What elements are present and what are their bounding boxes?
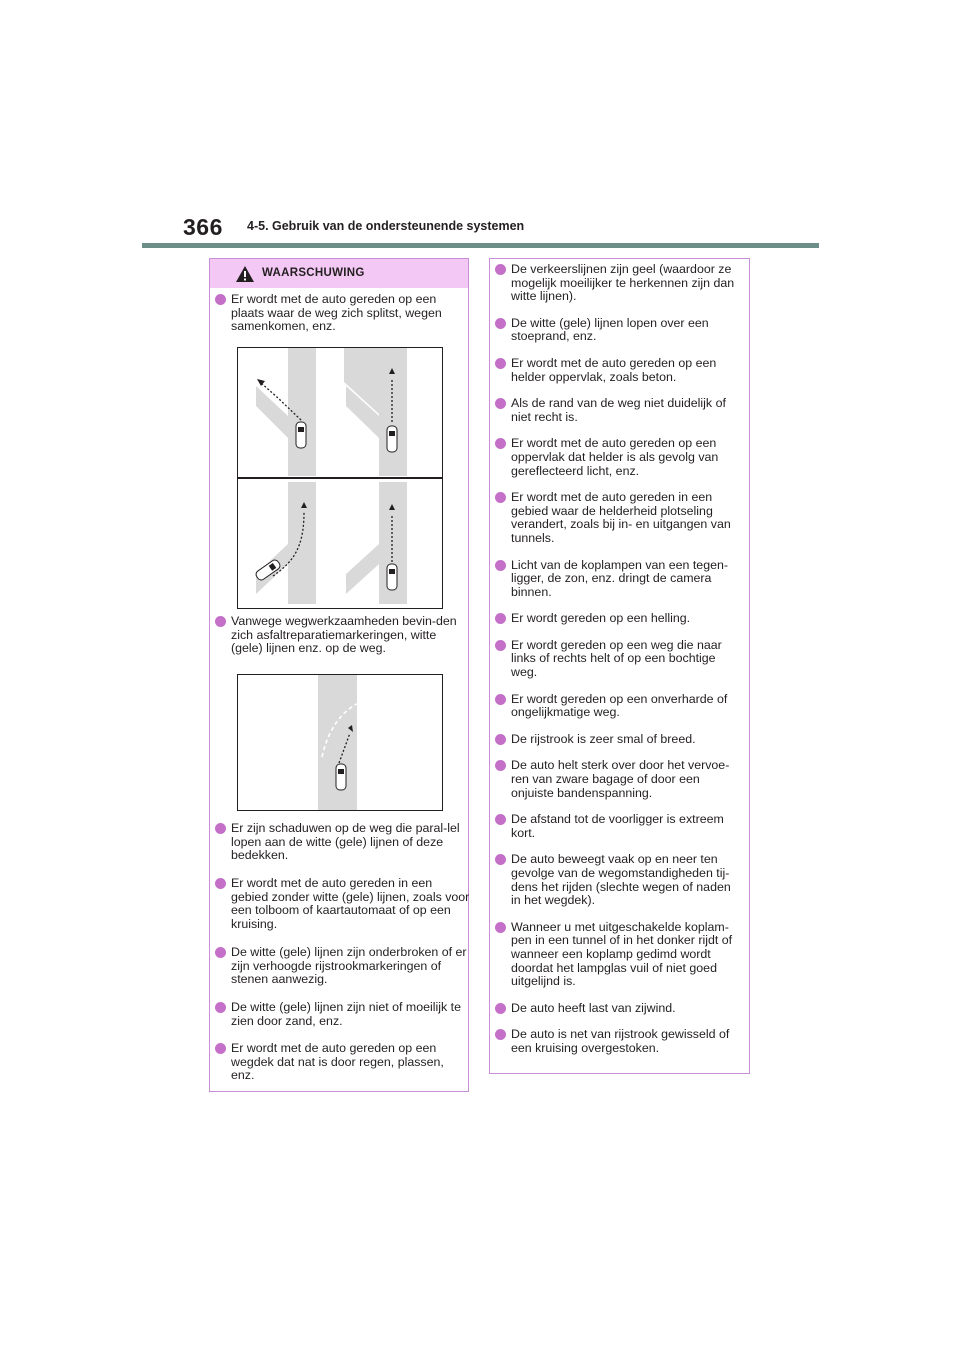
warning-item: De witte (gele) lijnen zijn niet of moeilijk te zien door zand, enz. — [213, 1001, 471, 1028]
bullet-icon — [215, 947, 226, 958]
condition-item: De witte (gele) lijnen lopen over een stoeprand, enz. — [493, 317, 741, 344]
conditions-box — [489, 258, 750, 1074]
condition-item: De auto is net van rijstrook gewisseld of een kruising overgestoken. — [493, 1028, 741, 1055]
warning-item: Vanwege wegwerkzaamheden bevin-den zich asfaltreparatiemarkeringen, witte (gele) lijnen enz. op de weg. — [213, 615, 467, 656]
bullet-icon — [215, 294, 226, 305]
bullet-icon — [495, 760, 506, 771]
condition-item: De verkeerslijnen zijn geel (waardoor ze mogelijk moeilijker te herkennen zijn dan witte lijnen). — [493, 263, 741, 304]
bullet-icon — [495, 398, 506, 409]
condition-item: De rijstrook is zeer smal of breed. — [493, 733, 741, 747]
warning-box — [209, 258, 469, 1092]
road-repair-markings-figure — [237, 674, 443, 811]
bullet-icon — [495, 640, 506, 651]
condition-item: Licht van de koplampen van een tegen-ligger, de zon, enz. dringt de camera binnen. — [493, 559, 741, 600]
bullet-icon — [495, 492, 506, 503]
condition-item: Als de rand van de weg niet duidelijk of niet recht is. — [493, 397, 741, 424]
warning-title: WAARSCHUWING — [262, 267, 365, 279]
section-title: 4-5. Gebruik van de ondersteunende systemen — [247, 219, 525, 233]
bullet-icon — [495, 264, 506, 275]
condition-item: De auto heeft last van zijwind. — [493, 1002, 741, 1016]
condition-item: De auto beweegt vaak op en neer ten gevolge van de wegomstandigheden tij-dens het rijden (slechte wegen of naden in het wegdek). — [493, 853, 741, 907]
condition-item: De afstand tot de voorligger is extreem kort. — [493, 813, 741, 840]
warning-item: Er wordt met de auto gereden in een gebied zonder witte (gele) lijnen, zoals voor een tolboom of kaartautomaat of op een kruising. — [213, 877, 471, 931]
bullet-icon — [495, 613, 506, 624]
condition-item: Er wordt met de auto gereden in een gebied waar de helderheid plotseling verandert, zoals bij in- en uitgangen van tunnels. — [493, 491, 741, 545]
bullet-icon — [495, 358, 506, 369]
warning-header — [210, 259, 468, 288]
bullet-icon — [495, 922, 506, 933]
bullet-icon — [495, 438, 506, 449]
warning-item: Er wordt met de auto gereden op een wegdek dat nat is door regen, plassen, enz. — [213, 1042, 463, 1083]
bullet-icon — [495, 814, 506, 825]
warning-item: De witte (gele) lijnen zijn onderbroken of er zijn verhoogde rijstrookmarkeringen of stenen aanwezig. — [213, 946, 471, 987]
bullet-icon — [215, 878, 226, 889]
warning-item: Er wordt met de auto gereden op een plaats waar de weg zich splitst, wegen samenkomen, enz. — [213, 293, 467, 334]
warning-triangle-icon — [235, 265, 255, 283]
road-split-merge-figure — [237, 347, 443, 609]
bullet-icon — [495, 734, 506, 745]
bullet-icon — [495, 854, 506, 865]
bullet-icon — [215, 616, 226, 627]
condition-item: Wanneer u met uitgeschakelde koplam-pen in een tunnel of in het donker rijdt of wanneer een koplamp gedimd wordt doordat het lampglas vuil of niet goed uitgelijnd is. — [493, 921, 741, 989]
bullet-icon — [215, 1002, 226, 1013]
condition-item: Er wordt gereden op een weg die naar links of rechts helt of op een bochtige weg. — [493, 639, 741, 680]
bullet-icon — [495, 1029, 506, 1040]
conditions-list — [493, 263, 741, 1056]
condition-item: Er wordt met de auto gereden op een oppervlak dat helder is als gevolg van gereflecteerd licht, enz. — [493, 437, 741, 478]
bullet-icon — [495, 1003, 506, 1014]
bullet-icon — [495, 694, 506, 705]
header-rule — [142, 243, 819, 248]
condition-item: Er wordt met de auto gereden op een helder oppervlak, zoals beton. — [493, 357, 741, 384]
bullet-icon — [495, 318, 506, 329]
page-number: 366 — [183, 214, 223, 240]
condition-item: De auto helt sterk over door het vervoe-ren van zware bagage of door een onjuiste bandenspanning. — [493, 759, 741, 800]
bullet-icon — [495, 560, 506, 571]
condition-item: Er wordt gereden op een helling. — [493, 612, 741, 626]
condition-item: Er wordt gereden op een onverharde of ongelijkmatige weg. — [493, 693, 741, 720]
warning-item: Er zijn schaduwen op de weg die paral-lel lopen aan de witte (gele) lijnen of deze bedekken. — [213, 822, 471, 863]
bullet-icon — [215, 823, 226, 834]
bullet-icon — [215, 1043, 226, 1054]
